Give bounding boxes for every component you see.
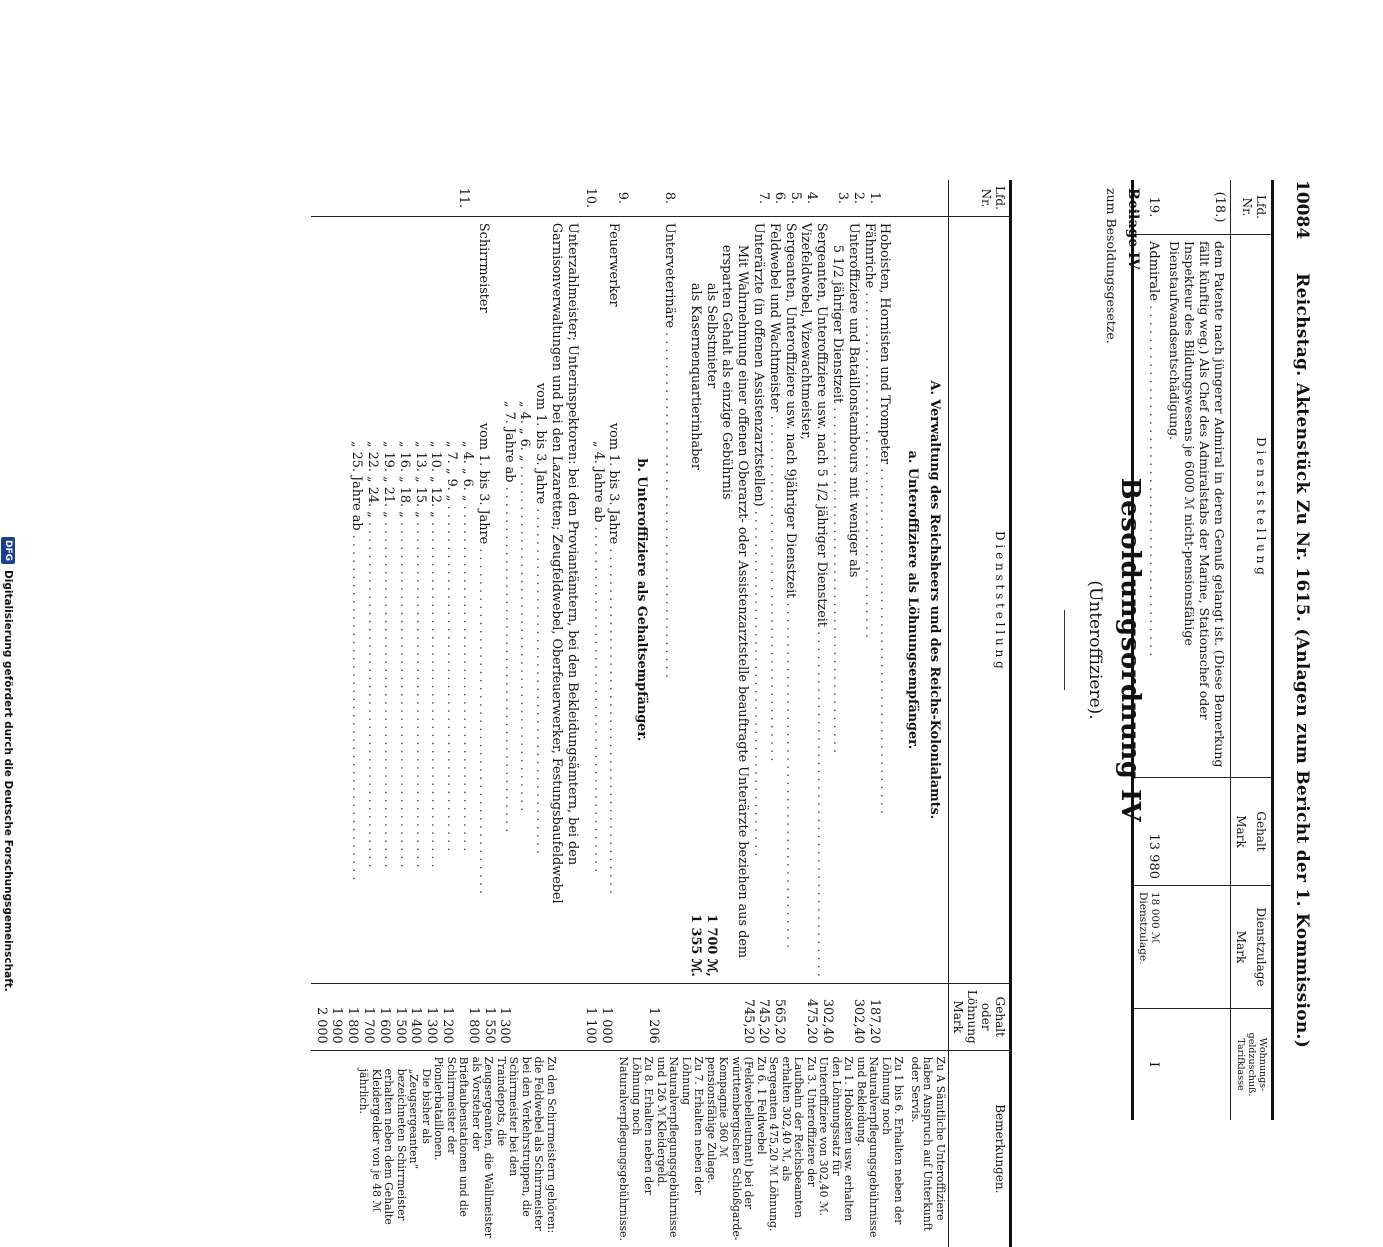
list-item: Fähnriche . . . [860, 223, 876, 977]
list-item: Feldwebel und Wachtmeister . . . [766, 223, 782, 977]
row-value: 1 400 [407, 1007, 423, 1044]
gehalt-label: Gehalt [1253, 811, 1268, 852]
step-label: vom 1. bis 3. Jahre . . . [532, 223, 548, 977]
row-value: 1 800 [465, 1007, 481, 1044]
list-item [475, 223, 491, 977]
beilage-subtitle: zum Besoldungsgesetze. [1103, 188, 1119, 344]
row-number: 3. [834, 191, 850, 205]
subsection-b-title: b. Unteroffiziere als Gehaltsempfänger. [633, 458, 649, 742]
row-value: 1 100 [582, 1007, 598, 1044]
row-value: 1 600 [376, 1007, 392, 1044]
row-value: 745,20 [740, 998, 756, 1044]
step-label: „ 4. „ 6. „ . . . [516, 223, 532, 977]
row-number [818, 186, 834, 210]
row-value [787, 990, 803, 1044]
row-klasse [1164, 1009, 1231, 1121]
row-number: 7. [755, 191, 771, 205]
row-value: 1 000 [598, 1007, 614, 1044]
gehalt-label: Gehalt oder Löhnung [964, 989, 1007, 1044]
dienst-column [310, 216, 948, 983]
row-value: 1 550 [481, 1007, 497, 1044]
main-table-header [948, 180, 1010, 1247]
row-text: dem Patente nach jüngerer Admiral in deren Genuß gelangt ist. (Diese Bemerkung fällt künftig weg.) Als Chef des Admiralstabs der Marine, Stationschef oder Inspekteur des Bildungswesens je 6000 ℳ nicht-pensionsfähige Dienstaufwandsentschädigung. [1164, 235, 1231, 778]
remark: Zu 7. Erhalten neben der Löhnung Naturalverpflegungsgebührnisse und 126 ℳ Kleidergeld. [654, 1056, 705, 1238]
list-item [605, 223, 621, 977]
step-label: „ 16. „ 18. „ . . . [396, 223, 412, 977]
step-label: „ 25. Jahre ab . . . [348, 223, 364, 977]
step-label: vom 1. bis 3. Jahre . . . [475, 423, 491, 977]
ordnung-heading [1017, 180, 1147, 1120]
row-value: 565,20 [771, 998, 787, 1044]
row-number: 11. [455, 187, 471, 209]
note-7-line2-value: 1 355 ℳ. [687, 914, 703, 977]
remark: Zu 8. Erhalten neben der Löhnung noch Naturalverpflegungsgebührnisse. [617, 1056, 655, 1241]
step-label: „ 4. Jahre ab . . . [589, 441, 605, 977]
table-row [1164, 180, 1231, 1120]
remark: Zu den Schirrmeistern gehören: die Feldwebel als Schirrmeister bei den Verkehrstruppen, die Schirrmeister bei den Traindepots, die Zeugsergeanten, die Wallmeister als Vorsteher der Brieftaubenstationen und die Schirrmeister der Pionierbataillonen. [432, 1056, 558, 1238]
note-7-text: Mit Wahrnehmung einer offenen Oberarzt- oder Assistenzarztstelle beauftragte Unterärzte beziehen aus dem ersparten Gehalt als einzige Gebührnis [718, 244, 750, 959]
table-body [310, 180, 948, 1247]
row-text: Admirale . . . [1132, 235, 1164, 778]
row-value: 1 300 [423, 1007, 439, 1044]
list-item [589, 223, 605, 977]
list-item: Hoboisten, Hornisten und Trompeter . . . [876, 223, 892, 977]
remark: Zu A Sämtliche Unteroffiziere haben Anspruch auf Unterkunft oder Servis. [908, 1056, 947, 1232]
row-value: 302,40 [850, 998, 866, 1044]
row-value: 745,20 [755, 998, 771, 1044]
top-table-header [1230, 180, 1272, 1120]
ordnung-subtitle: (Unteroffiziere). [1084, 580, 1105, 720]
remarks-column [310, 1050, 948, 1247]
digitization-note [0, 537, 17, 1057]
row-number: 2. [850, 191, 866, 205]
gehalt-column [310, 983, 948, 1050]
row-zulage: 18 000 ℳ Dienstzulage. [1132, 886, 1164, 1009]
remark: Zu 1 bis 6. Erhalten neben der Löhnung noch Naturalverpflegungsgebührnisse und Bekleidung. [854, 1056, 905, 1238]
list-item: Unterveterinäre . . . [661, 223, 677, 977]
ordnung-title: Besoldungsordnung IV [1114, 477, 1145, 823]
col-dienst-header: D i e n s t s t e l l u n g [1230, 235, 1272, 778]
col-lfd-header: Lfd. Nr. [1230, 180, 1272, 235]
list-item: Sergeanten, Unteroffiziere usw. nach 5 1/2 jähriger Dienstzeit . . . [813, 223, 829, 977]
col-dienst-header: D i e n s t s t e l l u n g [948, 216, 1010, 983]
row-number: 6. [771, 191, 787, 205]
row-number: 8. [661, 191, 677, 205]
row-value: 1 206 [645, 1007, 661, 1044]
row-value: 1 200 [439, 1007, 455, 1044]
col-bem-header: Bemerkungen. [948, 1050, 1010, 1247]
dfg-logo: DFG [1, 537, 15, 564]
row-value: 475,20 [803, 998, 819, 1044]
nr-column [310, 180, 948, 216]
row-zulage [1164, 886, 1231, 1009]
list-item: Unteroffiziere und Bataillonstambours mit weniger als [845, 222, 861, 578]
list-item: Unterärzte (in offenen Assistenzarztstellen) . . . [750, 223, 766, 977]
step-label: „ 7. „ 9. „ . . . [443, 223, 459, 977]
digitization-note-text: Digitalisierung gefördert durch die Deutsche Forschungsgemeinschaft. [2, 570, 14, 992]
gehalt-unit: Mark [1233, 815, 1248, 848]
row-value: 187,20 [866, 998, 882, 1044]
row-number: 19. [1132, 180, 1164, 235]
remark: Zu 3. Unteroffiziere der Laufbahn der Reichsbeamten erhalten 302,40 ℳ, als Sergeanten 475,20 ℳ Löhnung. [767, 1056, 818, 1232]
section-a-title: A. Verwaltung des Reichsheers und des Reichs-Kolonialamts. [926, 380, 942, 820]
col-gehalt-header [1230, 778, 1272, 886]
step-label: „ 7. Jahre ab . . . [500, 223, 516, 977]
list-item: Vizefeldwebel, Vizewachtmeister, [797, 222, 813, 440]
row-value [834, 990, 850, 1044]
row-value: 302,40 [819, 998, 835, 1044]
list-item: 5 1/2 jähriger Dienstzeit . . . [829, 223, 845, 977]
main-salary-table [310, 180, 1011, 1247]
row-number: 9. [614, 191, 630, 205]
zulage-unit: Mark [1233, 930, 1248, 964]
row-11-text: Schirrmeister [475, 222, 491, 313]
note-7-line2-label: als Kasernenquartierinhaber [687, 282, 703, 470]
note-7-line1-label: als Selbstmieter [703, 282, 719, 389]
zulage-label: Dienstzulage [1253, 907, 1268, 987]
row-gehalt: 13 980 [1132, 778, 1164, 886]
col-gehalt-header [948, 983, 1010, 1050]
rotated-document [72, 180, 1312, 1241]
row-klasse: I [1145, 1061, 1161, 1068]
row-number: 5. [787, 191, 803, 205]
row-number: 4. [803, 191, 819, 205]
beilage-title: Beilage IV [1124, 188, 1141, 270]
top-salary-table [1131, 180, 1274, 1120]
step-label: „ 13. „ 15. „ . . . [411, 223, 427, 977]
row-number: 10. [582, 187, 598, 209]
col-lfd-header: Lfd. Nr. [948, 180, 1010, 216]
gehalt-unit: Mark [950, 1000, 965, 1033]
step-label: „ 22. „ 24. „ . . . [364, 223, 380, 977]
running-head [1272, 180, 1312, 1120]
divider [1064, 610, 1065, 690]
row-9-text: Feuerwerker [605, 222, 621, 307]
row-10-text: Unterzahlmeister; Unterinspektoren: bei den Proviantämtern, bei den Bekleidungsämtern, bei den Garnisonverwaltungen und bei den Lazaretten; Zeugfeldwebel, Oberfeuerwerker, Festungsbaufeldwebel [548, 222, 580, 904]
step-label: vom 1. bis 3. Jahre . . . [605, 423, 621, 977]
note-7-line2 [687, 223, 703, 977]
row-value: 1 800 [344, 1007, 360, 1044]
row-value: 2 000 [313, 1007, 329, 1044]
note-7-line1 [702, 223, 718, 977]
col-zulage-header [1230, 886, 1272, 1009]
row-value: 1 500 [392, 1007, 408, 1044]
step-label: „ 19. „ 21. „ . . . [380, 223, 396, 977]
remark: Zu 1. Hoboisten usw. erhalten den Löhnungssatz für Unteroffiziere von 302,40 ℳ. [817, 1056, 855, 1222]
subsection-a-title: a. Unteroffiziere als Löhnungsempfänger. [904, 450, 920, 750]
row-number: (18.) [1164, 180, 1231, 235]
page-number: 10084 [1291, 180, 1312, 240]
step-label: „ 10. „ 12. „ . . . [427, 223, 443, 977]
col-wohnungs-header: Wohnungs-geldzuschuß. Tarifklasse [1230, 1009, 1272, 1121]
running-head-title: Reichstag. Aktenstück Zu Nr. 1615. (Anlagen zum Bericht der 1. Kommission.) [1291, 273, 1312, 1049]
row-gehalt [1164, 778, 1231, 886]
remark: Zu 6. 1 Feldwebel (Feldwebelleutnant) bei der württembergischen Schloßgarde-Kompagnie 360 ℳ pensionsfähige Zulage. [704, 1056, 768, 1241]
row-value: 1 300 [496, 1007, 512, 1044]
row-value: 1 700 [360, 1007, 376, 1044]
list-item: Sergeanten, Unteroffiziere usw. nach 9jähriger Dienstzeit . . . [781, 223, 797, 977]
note-7-line1-value: 1 700 ℳ, [703, 914, 719, 977]
remark: Die bisher als „Zeugsergeanten“ bezeichneten Schirrmeister erhalten neben dem Gehalte Kleidergelder von je 48 ℳ jährlich. [357, 1068, 433, 1225]
step-label: „ 4. „ 6. „ . . . [459, 223, 475, 977]
row-value: 1 900 [328, 1007, 344, 1044]
row-number: 1. [866, 191, 882, 205]
